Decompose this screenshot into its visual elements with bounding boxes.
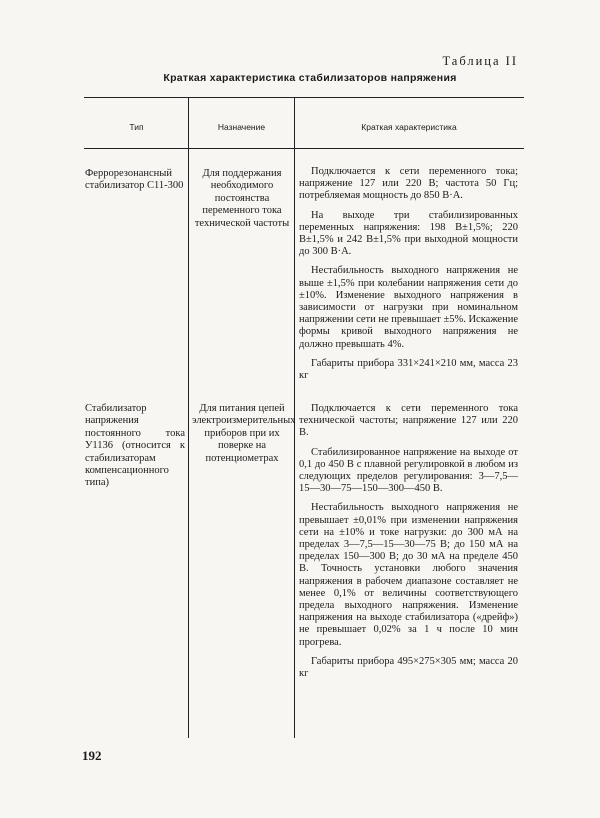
column-header-type: Тип <box>129 122 144 132</box>
table-number: Таблица II <box>442 54 518 68</box>
row-1-paragraph: Подключается к сети переменного тока; напряжение 127 или 220 В; частота 50 Гц; потребляемая мощность до 850 В·А. <box>299 166 518 202</box>
row-1-description <box>299 166 518 389</box>
header-bottom-rule <box>84 148 524 149</box>
column-divider-1 <box>188 98 189 738</box>
row-2-paragraph: Стабилизированное напряжение на выходе от 0,1 до 450 В с плавной регулировкой в любом из следующих пределов регулирования: 3—7,5—15—30—75—150—300—450 В. <box>299 446 518 495</box>
row-2-paragraph: Нестабильность выходного напряжения не превышает ±0,01% при изменении напряжения сети на ±10% и токе нагрузки: до 300 мА на пределах 3—7,5—15—30—75 В; до 150 мА на пределах 150—300 В; до 30 мА на пределе 450 В. Точность установки любого значения напряжения в рабочем диапазоне составляет не менее 0,1% от величины соответствующего предела выходного напряжения. Изменение напряжения на выходе стабилизатора («дрейф») не превышает 0,02% за 1 ч после 10 мин прогрева. <box>299 502 518 648</box>
table-top-rule <box>84 97 524 98</box>
column-header-purpose: Назначение <box>217 122 266 132</box>
row-2-paragraph: Габариты прибора 495×275×305 мм; масса 20 кг <box>299 655 518 680</box>
row-1-paragraph: Габариты прибора 331×241×210 мм, масса 23 кг <box>299 357 518 382</box>
page-number: 192 <box>82 748 102 763</box>
row-1-purpose: Для поддержания необходимого постоянства переменного тока технической частоты <box>194 168 290 229</box>
row-1-paragraph: Нестабильность выходного напряжения не выше ±1,5% при колебании напряжения сети до ±10%. Изменение выходного напряжения в зависимости от нагрузки при номинальном напряжении сети не превышает ±5%. Искажение формы кривой выходного напряжения не должно превышать 4%. <box>299 265 518 350</box>
table-title: Краткая характеристика стабилизаторов напряжения <box>163 72 457 84</box>
row-1-paragraph: На выходе три стабилизированных переменных напряжения: 198 В±1,5%; 220 В±1,5% и 242 В±1,5% при выходной мощности до 300 В·А. <box>299 209 518 258</box>
column-header-description: Краткая характеристика <box>361 122 457 132</box>
row-2-type: Стабилизатор напряжения постоянного тока У1136 (относится к стабилизаторам компенсационного типа) <box>85 403 185 489</box>
row-2-description <box>299 403 518 687</box>
row-1-type: Феррорезонансный стабилизатор С11-300 <box>85 168 184 192</box>
row-2-purpose: Для питания цепей электроизмерительных приборов при их поверке на потенциометрах <box>192 403 296 464</box>
row-2-paragraph: Подключается к сети переменного тока технической частоты; напряжение 127 или 220 В. <box>299 403 518 439</box>
